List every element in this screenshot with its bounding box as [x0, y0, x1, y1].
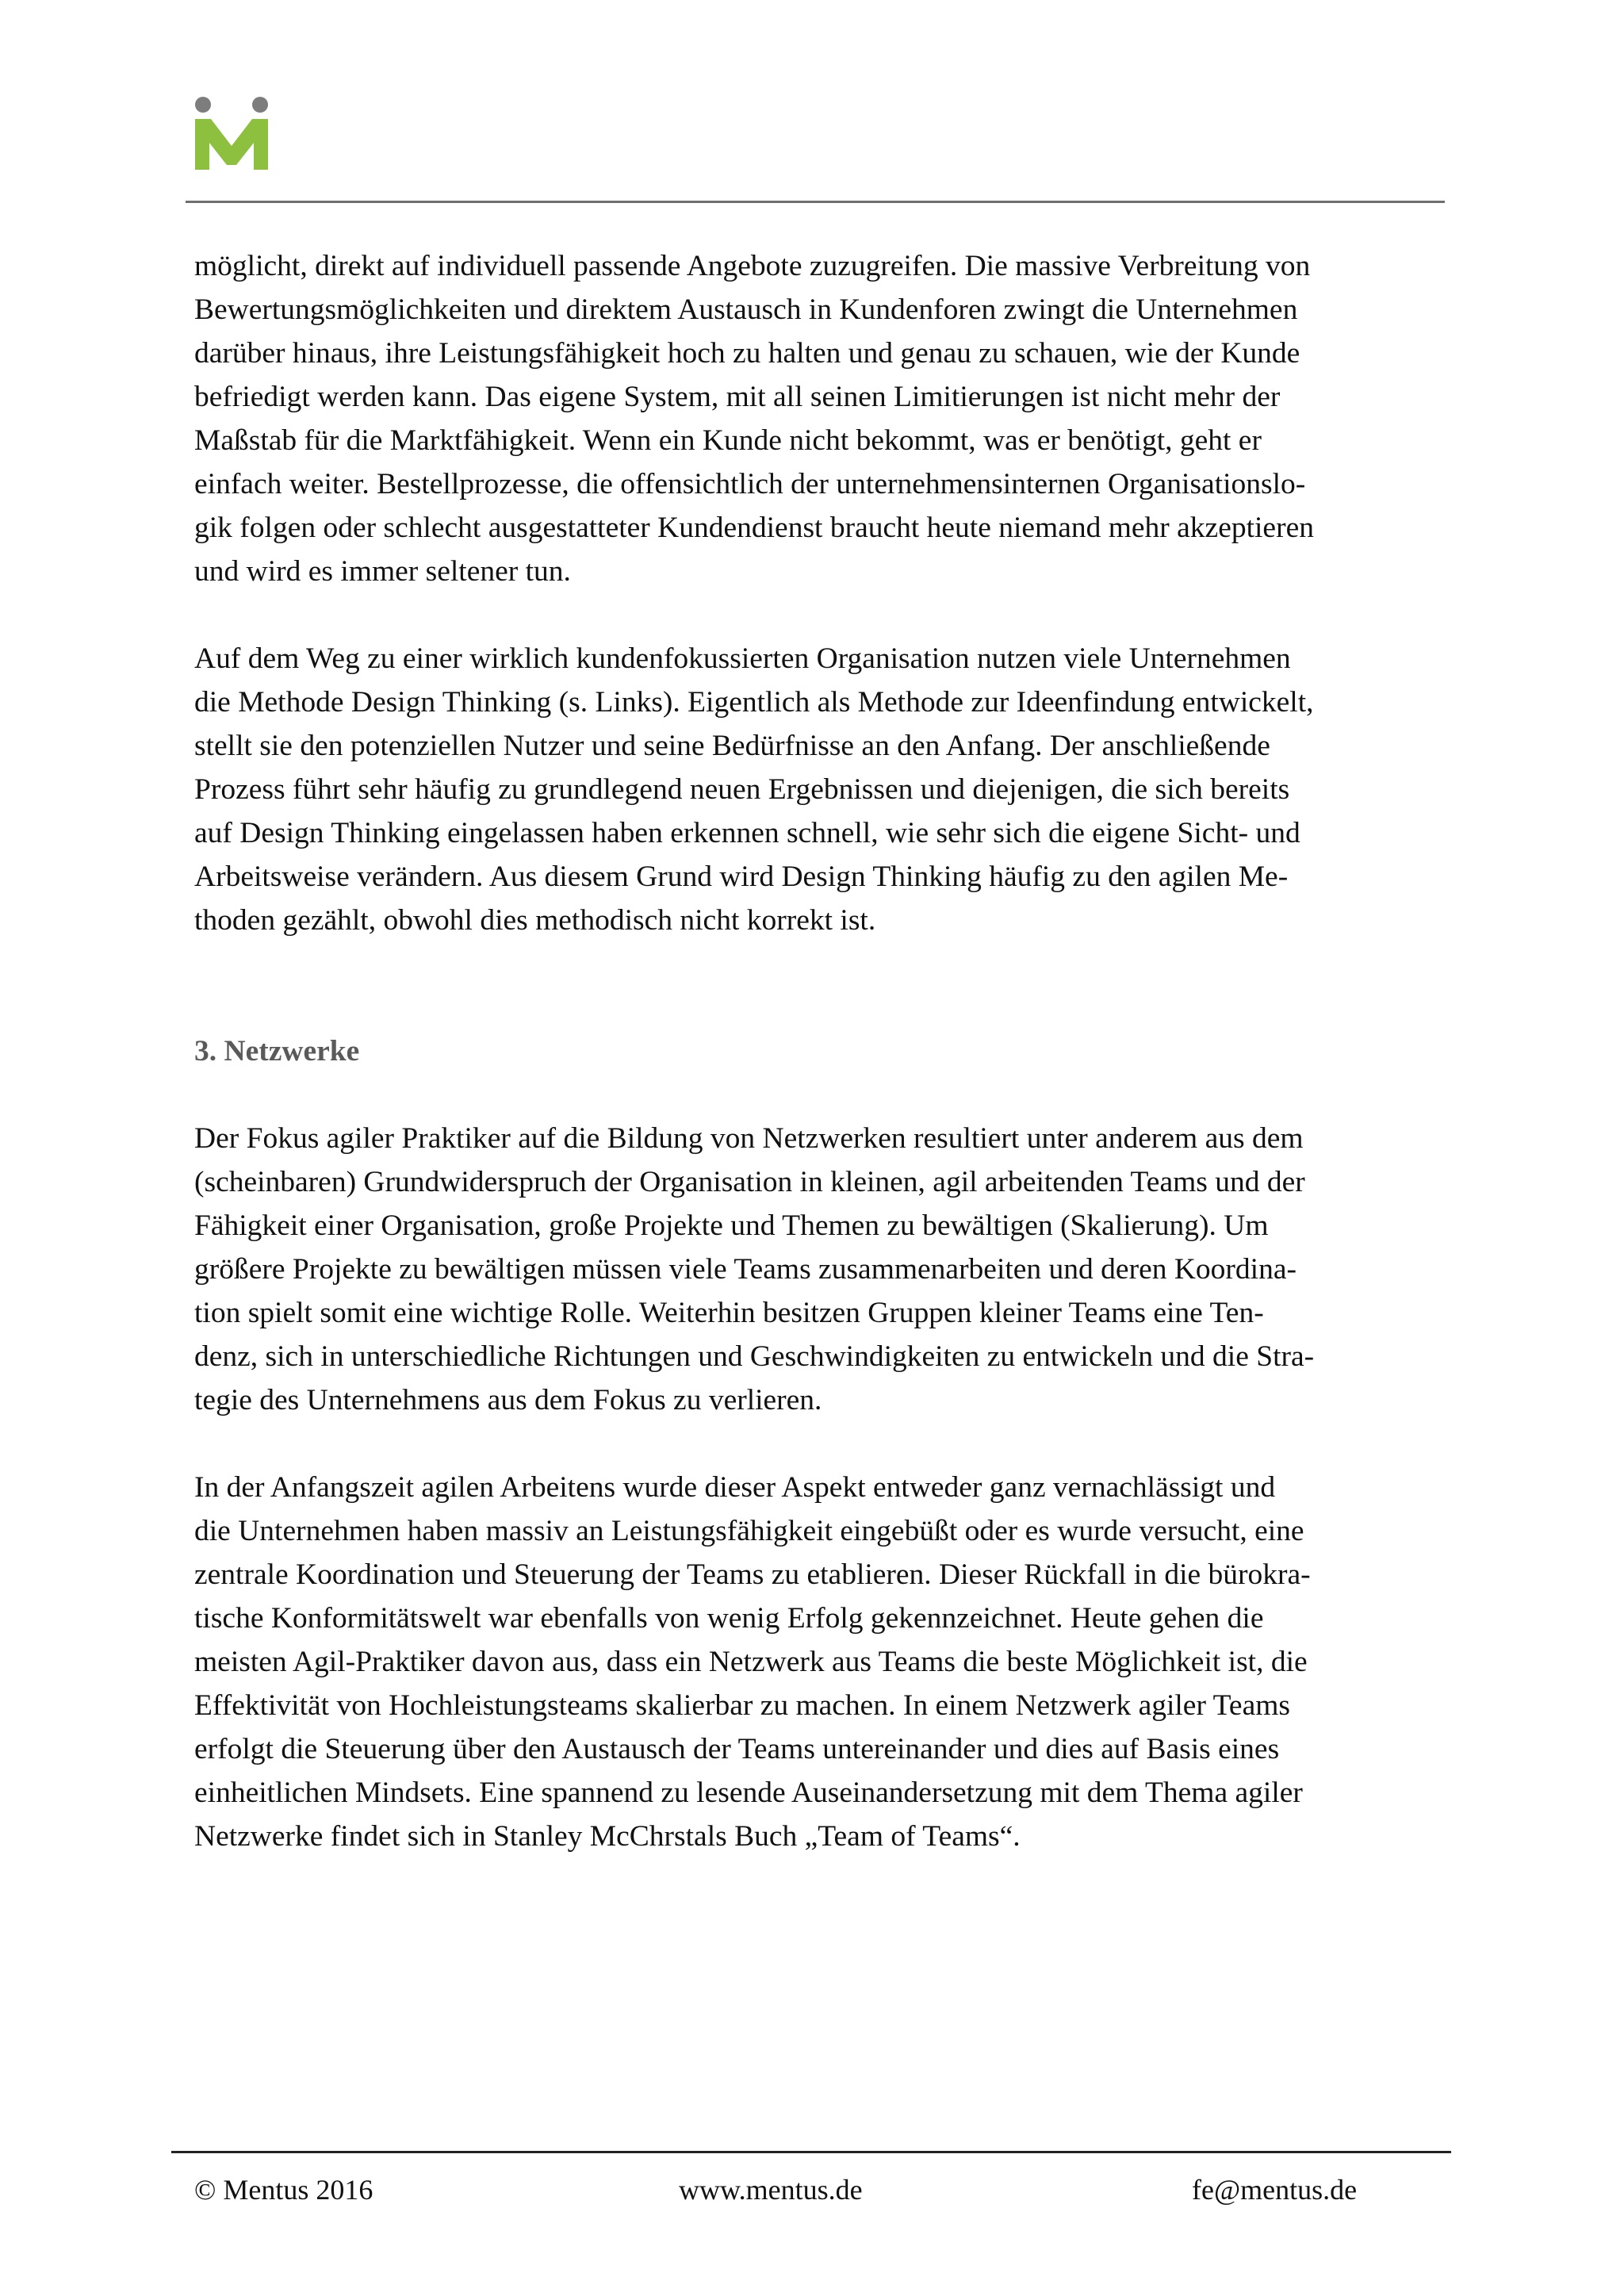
- paragraph-3: [194, 1117, 1443, 1422]
- text-line: meisten Agil-Praktiker davon aus, dass ein Netzwerk aus Teams die beste Möglichkeit ist, die: [194, 1646, 1308, 1678]
- section-heading: 3. Netzwerke: [194, 1035, 360, 1068]
- text-line: die Unternehmen haben massiv an Leistungsfähigkeit eingebüßt oder es wurde versucht, eine: [194, 1515, 1304, 1547]
- footer-divider: [171, 2151, 1451, 2153]
- text-line: Prozess führt sehr häufig zu grundlegend neuen Ergebnissen und diejenigen, die sich bereits: [194, 773, 1290, 806]
- text-line: Auf dem Weg zu einer wirklich kundenfokussierten Organisation nutzen viele Unternehmen: [194, 642, 1291, 675]
- page-footer: [0, 2173, 1624, 2213]
- text-line: Arbeitsweise verändern. Aus diesem Grund wird Design Thinking häufig zu den agilen Me-: [194, 861, 1289, 893]
- text-line: Maßstab für die Marktfähigkeit. Wenn ein Kunde nicht bekommt, was er benötigt, geht er: [194, 424, 1262, 457]
- text-line: tegie des Unternehmens aus dem Fokus zu verlieren.: [194, 1384, 822, 1416]
- text-line: Der Fokus agiler Praktiker auf die Bildung von Netzwerken resultiert unter anderem aus dem: [194, 1122, 1304, 1155]
- text-line: gik folgen oder schlecht ausgestatteter Kundendienst braucht heute niemand mehr akzeptieren: [194, 512, 1314, 544]
- text-line: tische Konformitätswelt war ebenfalls von wenig Erfolg gekennzeichnet. Heute gehen die: [194, 1602, 1264, 1635]
- text-line: denz, sich in unterschiedliche Richtungen und Geschwindigkeiten zu entwickeln und die Stra-: [194, 1340, 1315, 1373]
- text-line: Netzwerke findet sich in Stanley McChrstals Buch „Team of Teams“.: [194, 1820, 1021, 1853]
- text-line: befriedigt werden kann. Das eigene System, mit all seinen Limitierungen ist nicht mehr der: [194, 381, 1281, 413]
- text-line: stellt sie den potenziellen Nutzer und seine Bedürfnisse an den Anfang. Der anschließende: [194, 730, 1270, 762]
- text-line: erfolgt die Steuerung über den Austausch der Teams untereinander und dies auf Basis eines: [194, 1733, 1280, 1765]
- mentus-logo: [193, 97, 270, 170]
- text-line: Effektivität von Hochleistungsteams skalierbar zu machen. In einem Netzwerk agiler Teams: [194, 1689, 1290, 1722]
- text-line: möglicht, direkt auf individuell passende Angebote zuzugreifen. Die massive Verbreitung von: [194, 250, 1311, 282]
- footer-website-link[interactable]: www.mentus.de: [679, 2174, 863, 2206]
- text-line: In der Anfangszeit agilen Arbeitens wurde dieser Aspekt entweder ganz vernachlässigt und: [194, 1471, 1276, 1504]
- text-line: einheitlichen Mindsets. Eine spannend zu lesende Auseinandersetzung mit dem Thema agiler: [194, 1777, 1303, 1809]
- paragraph-4: [194, 1466, 1443, 1858]
- text-line: größere Projekte zu bewältigen müssen viele Teams zusammenarbeiten und deren Koordina-: [194, 1253, 1297, 1286]
- text-line: auf Design Thinking eingelassen haben erkennen schnell, wie sehr sich die eigene Sicht- und: [194, 817, 1300, 849]
- text-line: zentrale Koordination und Steuerung der Teams zu etablieren. Dieser Rückfall in die bürokra-: [194, 1558, 1311, 1591]
- text-line: Bewertungsmöglichkeiten und direktem Austausch in Kundenforen zwingt die Unternehmen: [194, 293, 1298, 326]
- text-line: und wird es immer seltener tun.: [194, 555, 571, 588]
- text-line: tion spielt somit eine wichtige Rolle. Weiterhin besitzen Gruppen kleiner Teams eine Ten-: [194, 1297, 1264, 1329]
- text-line: (scheinbaren) Grundwiderspruch der Organisation in kleinen, agil arbeitenden Teams und der: [194, 1166, 1305, 1198]
- body-text: [194, 244, 1443, 1858]
- text-line: thoden gezählt, obwohl dies methodisch nicht korrekt ist.: [194, 904, 876, 937]
- paragraph-2: [194, 637, 1443, 942]
- text-line: die Methode Design Thinking (s. Links). Eigentlich als Methode zur Ideenfindung entwickelt,: [194, 686, 1314, 719]
- text-line: Fähigkeit einer Organisation, große Projekte und Themen zu bewältigen (Skalierung). Um: [194, 1209, 1269, 1242]
- header-divider: [186, 201, 1445, 203]
- paragraph-1: [194, 244, 1443, 593]
- footer-copyright: © Mentus 2016: [194, 2174, 373, 2206]
- footer-email-link[interactable]: fe@mentus.de: [1192, 2174, 1358, 2206]
- text-line: darüber hinaus, ihre Leistungsfähigkeit hoch zu halten und genau zu schauen, wie der Kunde: [194, 337, 1300, 370]
- text-line: einfach weiter. Bestellprozesse, die offensichtlich der unternehmensinternen Organisationslo-: [194, 468, 1306, 500]
